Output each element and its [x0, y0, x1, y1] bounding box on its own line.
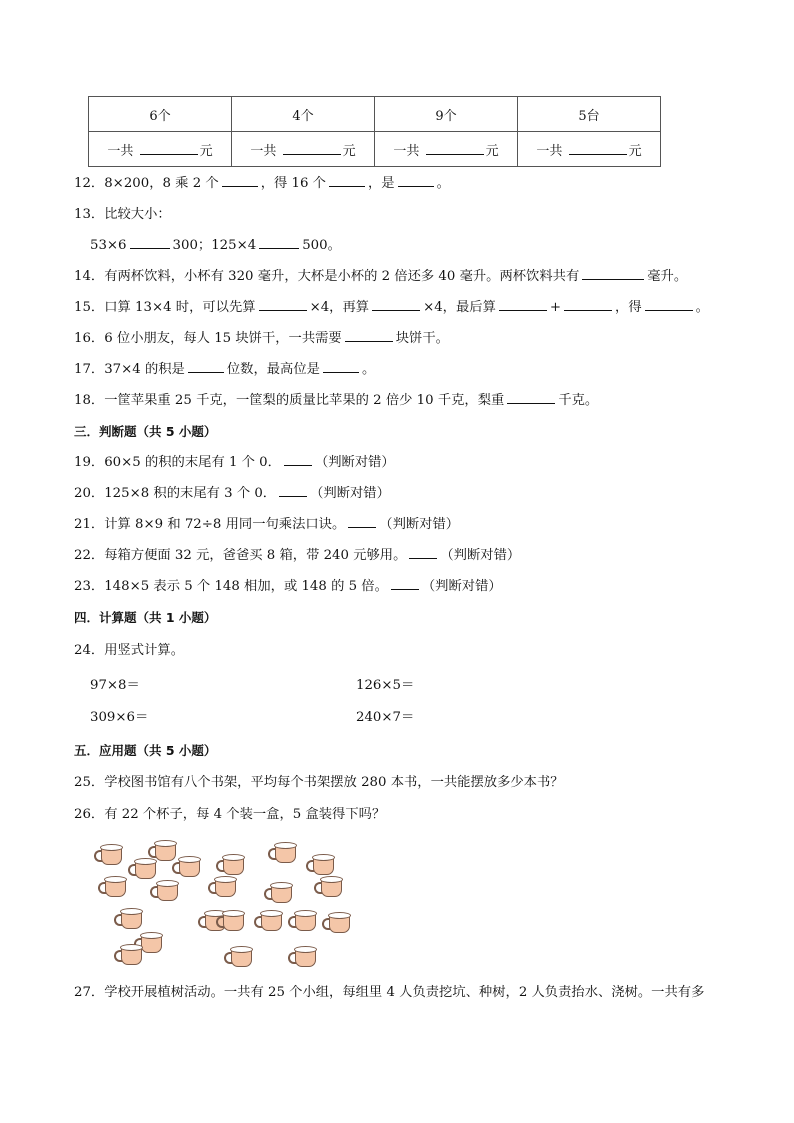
answer-blank[interactable]	[283, 153, 341, 155]
section-heading-4: 四．计算题（共 1 小题）	[74, 610, 217, 625]
answer-blank[interactable]	[564, 309, 612, 311]
answer-blank[interactable]	[279, 495, 307, 497]
q14-text: 14．有两杯饮料，小杯有 320 毫升，大杯是小杯的 2 倍还多 40 毫升。两杯饮料共有	[74, 269, 580, 284]
question-16	[74, 330, 449, 348]
answer-blank[interactable]	[188, 371, 224, 373]
cups-illustration	[88, 836, 358, 972]
cup-icon	[208, 876, 234, 896]
question-26: 26．有 22 个杯子，每 4 个装一盒，5 盒装得下吗？	[74, 807, 386, 822]
answer-suffix: 元	[342, 143, 356, 159]
answer-blank[interactable]	[391, 588, 419, 590]
answer-prefix: 一共	[536, 143, 563, 159]
answer-blank[interactable]	[345, 340, 393, 342]
answer-blank[interactable]	[259, 309, 307, 311]
q12-text: ，得 16 个	[260, 176, 326, 191]
price-answer-cell	[89, 132, 232, 167]
q20-text: （判断对错）	[310, 486, 390, 501]
question-15	[74, 299, 709, 317]
answer-blank[interactable]	[409, 557, 437, 559]
cup-icon	[264, 882, 290, 902]
answer-blank[interactable]	[507, 402, 555, 404]
price-header-cell: 4个	[232, 97, 375, 132]
question-12	[74, 175, 450, 193]
price-header-cell: 9个	[375, 97, 518, 132]
cup-icon	[268, 842, 294, 862]
question-18	[74, 392, 598, 410]
price-table	[88, 96, 661, 167]
cup-icon	[148, 840, 174, 860]
price-header-cell: 5台	[518, 97, 661, 132]
answer-blank[interactable]	[284, 464, 312, 466]
q15-text: 。	[695, 300, 709, 315]
answer-blank[interactable]	[582, 278, 644, 280]
q23-text: （判断对错）	[421, 579, 502, 594]
q13-text: 300；125×4	[172, 238, 257, 253]
price-answer-cell	[375, 132, 518, 167]
cup-icon	[150, 880, 176, 900]
q17-text: 。	[361, 362, 376, 377]
q21-text: （判断对错）	[379, 517, 460, 532]
cup-icon	[114, 908, 140, 928]
q13-text: 500。	[302, 238, 341, 253]
cup-icon	[98, 876, 124, 896]
answer-blank[interactable]	[426, 153, 484, 155]
price-table-answer-row	[89, 132, 661, 167]
price-answer-cell	[232, 132, 375, 167]
answer-blank[interactable]	[372, 309, 420, 311]
cup-icon	[314, 876, 340, 896]
cup-icon	[224, 946, 250, 966]
q14-text: 毫升。	[647, 269, 688, 284]
cup-icon	[288, 910, 314, 930]
q15-text: ，得	[615, 300, 642, 315]
question-17	[74, 361, 375, 379]
q19-text: （判断对错）	[314, 455, 395, 470]
answer-blank[interactable]	[323, 371, 359, 373]
question-21	[74, 516, 459, 534]
answer-blank[interactable]	[329, 185, 365, 187]
question-24-title: 24．用竖式计算。	[74, 643, 184, 658]
q20-text: 20．125×8 积的末尾有 3 个 0．	[74, 486, 277, 501]
question-27: 27．学校开展植树活动。一共有 25 个小组，每组里 4 人负责挖坑、种树，2 人负责抬水、浇树。一共有多	[74, 985, 705, 1000]
cup-icon	[254, 910, 280, 930]
question-20	[74, 485, 390, 503]
answer-prefix: 一共	[250, 143, 277, 159]
q19-text: 19．60×5 的积的末尾有 1 个 0．	[74, 455, 281, 470]
answer-prefix: 一共	[107, 143, 134, 159]
cup-icon	[306, 854, 332, 874]
q21-text: 21．计算 8×9 和 72÷8 用同一句乘法口诀。	[74, 517, 346, 532]
q12-text: ，是	[367, 176, 395, 191]
cup-icon	[288, 946, 314, 966]
cup-icon	[128, 858, 154, 878]
answer-blank[interactable]	[130, 247, 170, 249]
section-heading-5: 五．应用题（共 5 小题）	[74, 743, 217, 758]
question-14	[74, 268, 687, 286]
q15-text: ×4，最后算	[423, 300, 496, 315]
q13-text: 53×6	[90, 238, 127, 253]
answer-blank[interactable]	[569, 153, 627, 155]
q12-text: 12．8×200，8 乘 2 个	[74, 176, 219, 191]
price-header-cell: 6个	[89, 97, 232, 132]
answer-blank[interactable]	[348, 526, 376, 528]
question-25: 25．学校图书馆有八个书架，平均每个书架摆放 280 本书，一共能摆放多少本书？	[74, 775, 564, 790]
answer-blank[interactable]	[222, 185, 258, 187]
q17-text: 17．37×4 的积是	[74, 362, 185, 377]
answer-blank[interactable]	[259, 247, 299, 249]
cup-icon	[94, 844, 120, 864]
q17-text: 位数，最高位是	[226, 362, 320, 377]
question-22	[74, 547, 520, 565]
cup-icon	[322, 912, 348, 932]
q22-text: （判断对错）	[440, 548, 521, 563]
q18-text: 18．一筐苹果重 25 千克，一筐梨的质量比苹果的 2 倍少 10 千克，梨重	[74, 393, 505, 408]
price-table-header-row	[89, 97, 661, 132]
answer-blank[interactable]	[140, 153, 198, 155]
answer-blank[interactable]	[645, 309, 693, 311]
cup-icon	[216, 910, 242, 930]
calc-item: 126×5＝	[356, 678, 415, 693]
q15-text: +	[549, 300, 562, 315]
answer-suffix: 元	[199, 143, 213, 159]
q22-text: 22．每箱方便面 32 元，爸爸买 8 箱，带 240 元够用。	[74, 548, 407, 563]
question-23	[74, 578, 502, 596]
q23-text: 23．148×5 表示 5 个 148 相加，或 148 的 5 倍。	[74, 579, 388, 594]
question-13	[90, 237, 341, 255]
answer-suffix: 元	[485, 143, 499, 159]
q15-text: ×4，再算	[309, 300, 370, 315]
answer-prefix: 一共	[393, 143, 420, 159]
question-13-title: 13．比较大小：	[74, 207, 171, 222]
section-heading-3: 三．判断题（共 5 小题）	[74, 424, 217, 439]
calc-item: 309×6＝	[90, 710, 149, 725]
cup-icon	[216, 854, 242, 874]
q15-text: 15．口算 13×4 时，可以先算	[74, 300, 256, 315]
answer-blank[interactable]	[499, 309, 547, 311]
question-19	[74, 454, 395, 472]
q18-text: 千克。	[558, 393, 599, 408]
answer-suffix: 元	[628, 143, 642, 159]
q16-text: 块饼干。	[395, 331, 449, 346]
q16-text: 16．6 位小朋友，每人 15 块饼干，一共需要	[74, 331, 342, 346]
cup-icon	[114, 944, 140, 964]
q12-text: 。	[436, 176, 450, 191]
answer-blank[interactable]	[398, 185, 434, 187]
price-answer-cell	[518, 132, 661, 167]
calc-item: 97×8＝	[90, 678, 140, 693]
cup-icon	[172, 856, 198, 876]
calc-item: 240×7＝	[356, 710, 415, 725]
